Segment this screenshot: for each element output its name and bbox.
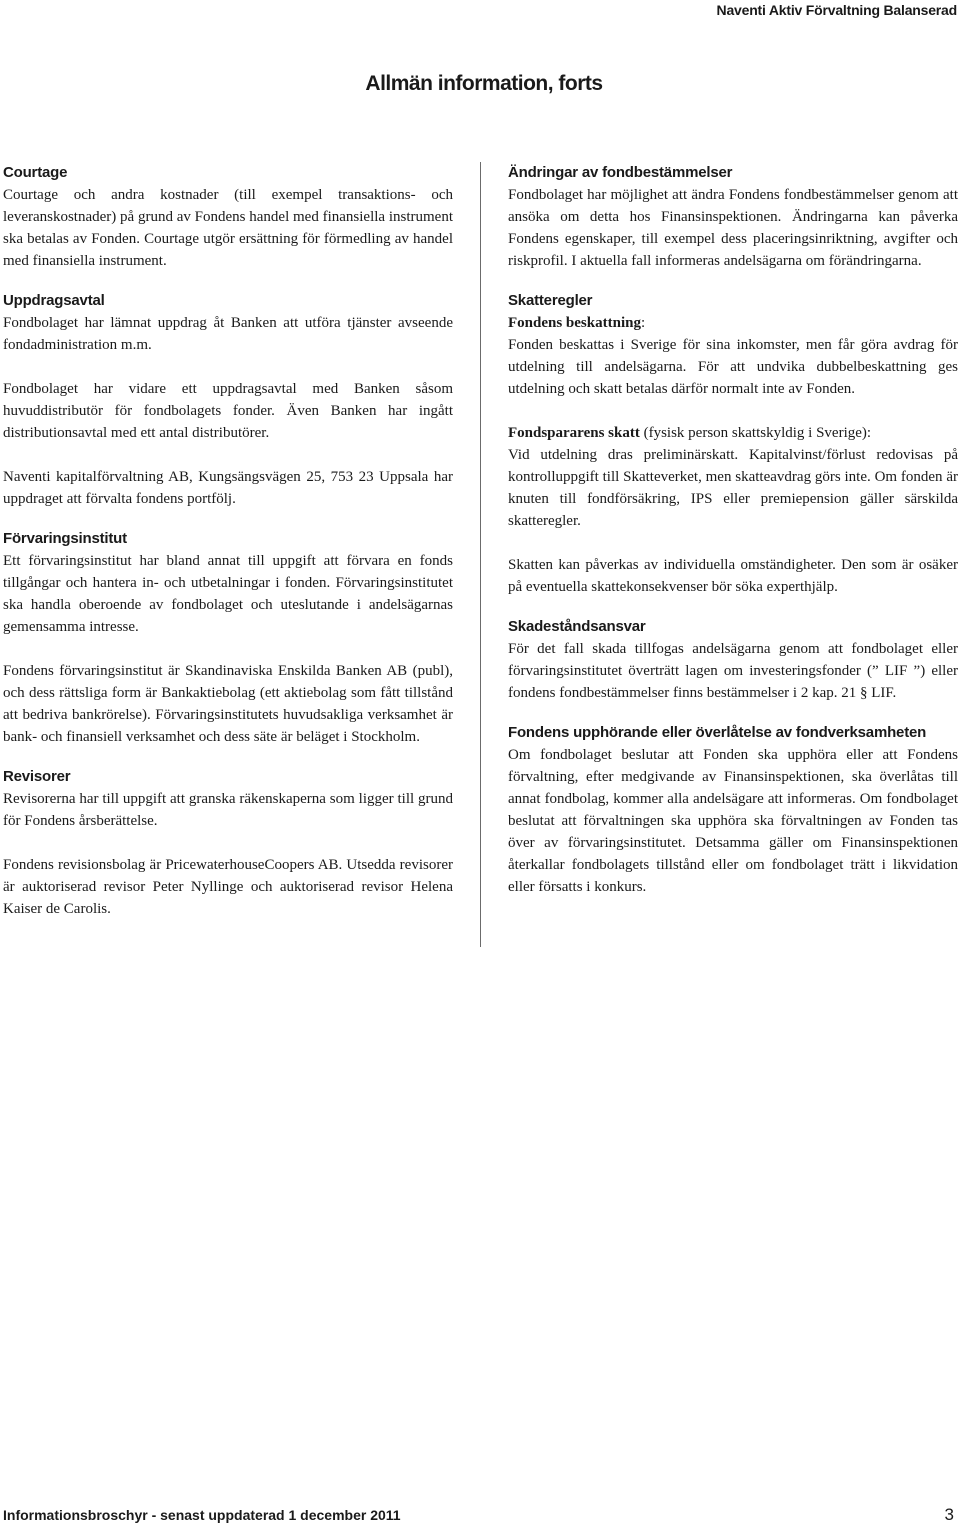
forvaringsinstitut-paragraph-2: Fondens förvaringsinstitut är Skandinaviska Enskilda Banken AB (publ), och dess rättsliga form är Bankaktiebolag (ett aktiebolag som fått tillstånd att bedriva bankrörelse). Förvaringsinstitutets huvudsakliga verksamhet är bank- och finansiell verksamhet och dess säte är beläget i Stockholm. xyxy=(3,663,453,745)
heading-courtage: Courtage xyxy=(3,164,68,181)
section-forvaringsinstitut xyxy=(3,528,453,748)
subheading-fondens-beskattning: Fondens beskattning xyxy=(508,315,641,331)
section-uppdragsavtal xyxy=(3,290,453,510)
heading-skatteregler: Skatteregler xyxy=(508,292,593,309)
section-andringar xyxy=(508,162,958,272)
section-courtage xyxy=(3,162,453,272)
page-number: 3 xyxy=(944,1505,954,1524)
skatteregler-paragraph-1: Fonden beskattas i Sverige för sina inkomster, men får göra avdrag för utdelning till andelsägarna. För att undvika dubbelbeskattning ges utdelning och skatt betalas därför normalt inte av Fonden. xyxy=(508,337,958,397)
column-divider xyxy=(480,162,481,947)
section-revisorer xyxy=(3,766,453,920)
skatteregler-paragraph-3: Skatten kan påverkas av individuella omständigheter. Den som är osäker på eventuella skattekonsekvenser bör söka experthjälp. xyxy=(508,557,958,595)
skatteregler-paragraph-2: Vid utdelning dras preliminärskatt. Kapitalvinst/förlust redovisas på kontrolluppgift till Skatteverket, men skatteavdrag görs inte. Om fonden är knuten till fondförsäkring, IPS eller premiepension gäller särskilda skatteregler. xyxy=(508,447,958,529)
running-header: Naventi Aktiv Förvaltning Balanserad xyxy=(716,2,957,18)
heading-forvaringsinstitut: Förvaringsinstitut xyxy=(3,530,127,547)
page-title: Allmän information, forts xyxy=(365,72,603,95)
section-skadestandsansvar xyxy=(508,616,958,704)
upphorande-text: Om fondbolaget beslutar att Fonden ska upphöra eller att Fondens förvaltning, efter medgivande av Finansinspektionen, ska överlåtas till annat fondbolag, kommer alla andelsägare att informeras. Om fondbolaget beslutat att förvaltningen ska upphöra ska förvaltningen av Fonden tas över av förvaringsinstitutet. Detsamma gäller om Finansinspektionen återkallar fondbolagets tillstånd eller om fondbolaget trätt i likvidation eller försatts i konkurs. xyxy=(508,747,958,895)
uppdragsavtal-paragraph-3: Naventi kapitalförvaltning AB, Kungsängsvägen 25, 753 23 Uppsala har uppdraget att förvalta fondens portfölj. xyxy=(3,469,453,507)
uppdragsavtal-paragraph-1: Fondbolaget har lämnat uppdrag åt Banken att utföra tjänster avseende fondadministration m.m. xyxy=(3,315,453,353)
revisorer-paragraph-1: Revisorerna har till uppgift att granska räkenskaperna som ligger till grund för Fondens årsberättelse. xyxy=(3,791,453,829)
left-column xyxy=(3,162,453,920)
subheading-fondspararens-skatt: Fondspararens skatt xyxy=(508,425,640,441)
heading-skadestandsansvar: Skadeståndsansvar xyxy=(508,618,646,635)
footer-text: Informationsbroschyr - senast uppdaterad 1 december 2011 xyxy=(3,1507,401,1523)
andringar-text: Fondbolaget har möjlighet att ändra Fondens fondbestämmelser genom att ansöka om detta hos Finansinspektionen. Ändringarna kan påverka Fondens egenskaper, till exempel dess placeringsinriktning, avgifter och riskprofil. I aktuella fall informeras andelsägarna om förändringarna. xyxy=(508,187,958,269)
uppdragsavtal-paragraph-2: Fondbolaget har vidare ett uppdragsavtal med Banken såsom huvuddistributör för fondbolagets fonder. Även Banken har ingått distributionsavtal med ett antal distributörer. xyxy=(3,381,453,441)
revisorer-paragraph-2: Fondens revisionsbolag är PricewaterhouseCoopers AB. Utsedda revisorer är auktoriserad revisor Peter Nyllinge och auktoriserad revisor Helena Kaiser de Carolis. xyxy=(3,857,453,917)
fondspararens-skatt-label: Fondspararens skatt (fysisk person skattskyldig i Sverige): xyxy=(508,425,872,441)
heading-uppdragsavtal: Uppdragsavtal xyxy=(3,292,105,309)
section-upphorande xyxy=(508,722,958,898)
heading-andringar: Ändringar av fondbestämmelser xyxy=(508,164,733,181)
heading-upphorande: Fondens upphörande eller överlåtelse av fondverksamheten xyxy=(508,724,927,741)
courtage-text: Courtage och andra kostnader (till exempel transaktions- och leveranskostnader) på grund av Fondens handel med finansiella instrument ska betalas av Fonden. Courtage utgör ersättning för förmedling av handel med finansiella instrument. xyxy=(3,187,453,269)
skadestandsansvar-text: För det fall skada tillfogas andelsägarna genom att fondbolaget eller förvaringsinstitutet överträtt lagen om investeringsfonder (” LIF ”) eller fondens fondbestämmelser finns bestämmelser i 2 kap. 21 § LIF. xyxy=(508,641,958,701)
heading-revisorer: Revisorer xyxy=(3,768,71,785)
fondens-beskattning-label: Fondens beskattning: xyxy=(508,315,646,331)
forvaringsinstitut-paragraph-1: Ett förvaringsinstitut har bland annat till uppgift att förvara en fonds tillgångar och hantera in- och utbetalningar i fonden. Förvaringsinstitutet ska handla oberoende av fondbolaget och uteslutande i andelsägarnas gemensamma intresse. xyxy=(3,553,453,635)
right-column xyxy=(508,162,958,898)
section-skatteregler xyxy=(508,290,958,598)
